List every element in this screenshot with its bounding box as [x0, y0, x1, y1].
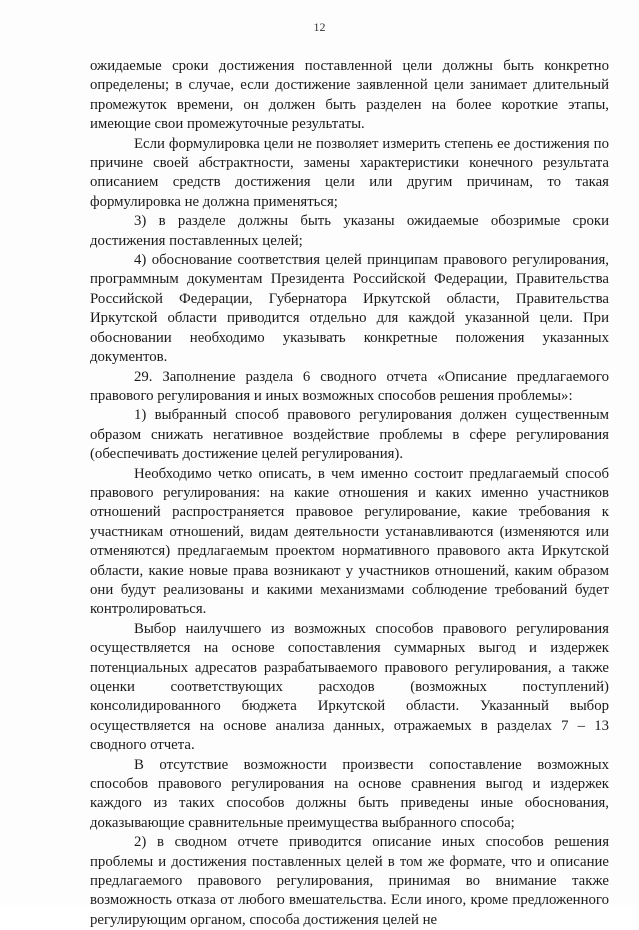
paragraph-continuation: ожидаемые сроки достижения поставленной цели должны быть конкретно определены; в случае, если достижение заявленной цели занимает длительный промежуток времени, он должен быть разделен на более короткие этапы, имеющие свои промежуточные результаты.: [90, 58, 609, 133]
paragraph: Если формулировка цели не позволяет измерить степень ее достижения по причине своей абстрактности, замены характеристики конечного результата описанием средств достижения цели или другим причинам, то такая формулировка не должна применяться;: [90, 135, 609, 210]
paragraph-item-2: 2) в сводном отчете приводится описание иных способов решения проблемы и достижения поставленных целей в том же формате, что и описание предлагаемого правового регулирования, принимая во внимание также возможность отказа от любого вмешательства. Если иного, кроме предложенного регулирующим органом, способа достижения целей не: [90, 834, 609, 928]
paragraph-item-3: 3) в разделе должны быть указаны ожидаемые обозримые сроки достижения поставленных целей;: [90, 213, 609, 249]
paragraph: В отсутствие возможности произвести сопоставление возможных способов правового регулирования на основе сравнения выгод и издержек каждого из таких способов должны быть приведены иные обоснования, доказывающие сравнительные преимущества выбранного способа;: [90, 756, 609, 831]
paragraph-clause-29: 29. Заполнение раздела 6 сводного отчета «Описание предлагаемого правового регулирования и иных возможных способов решения проблемы»:: [90, 368, 609, 404]
paragraph: Выбор наилучшего из возможных способов правового регулирования осуществляется на основе сопоставления суммарных выгод и издержек потенциальных адресатов разрабатываемого правового регулирования, а также оценки соответствующих расходов (возможных поступлений) консолидированного бюджета Иркутской области. Указанный выбор осуществляется на основе анализа данных, отражаемых в разделах 7 – 13 сводного отчета.: [90, 620, 609, 754]
paragraph-item-4: 4) обоснование соответствия целей принципам правового регулирования, программным документам Президента Российской Федерации, Правительства Российской Федерации, Губернатора Иркутской области, Правительства Иркутской области приводится отдельно для каждой указанной цели. При обосновании необходимо указывать конкретные положения указанных документов.: [90, 252, 609, 366]
paragraph-item-1: 1) выбранный способ правового регулирования должен существенным образом снижать негативное воздействие проблемы в сфере регулирования (обеспечивать достижение целей регулирования).: [90, 407, 609, 463]
page-number: 12: [313, 20, 326, 34]
paragraph: Необходимо четко описать, в чем именно состоит предлагаемый способ правового регулирования: на какие отношения и каких именно участников отношений распространяется правовое регулирование, какие требования к участникам отношений, видам деятельности устанавливаются (изменяются или отменяются) предлагаемым проектом нормативного правового акта Иркутской области, какие новые права возникают у участников отношений, каким образом они будут реализованы и какими механизмами соблюдение требований будет контролироваться.: [90, 465, 609, 618]
document-body: [90, 57, 609, 930]
